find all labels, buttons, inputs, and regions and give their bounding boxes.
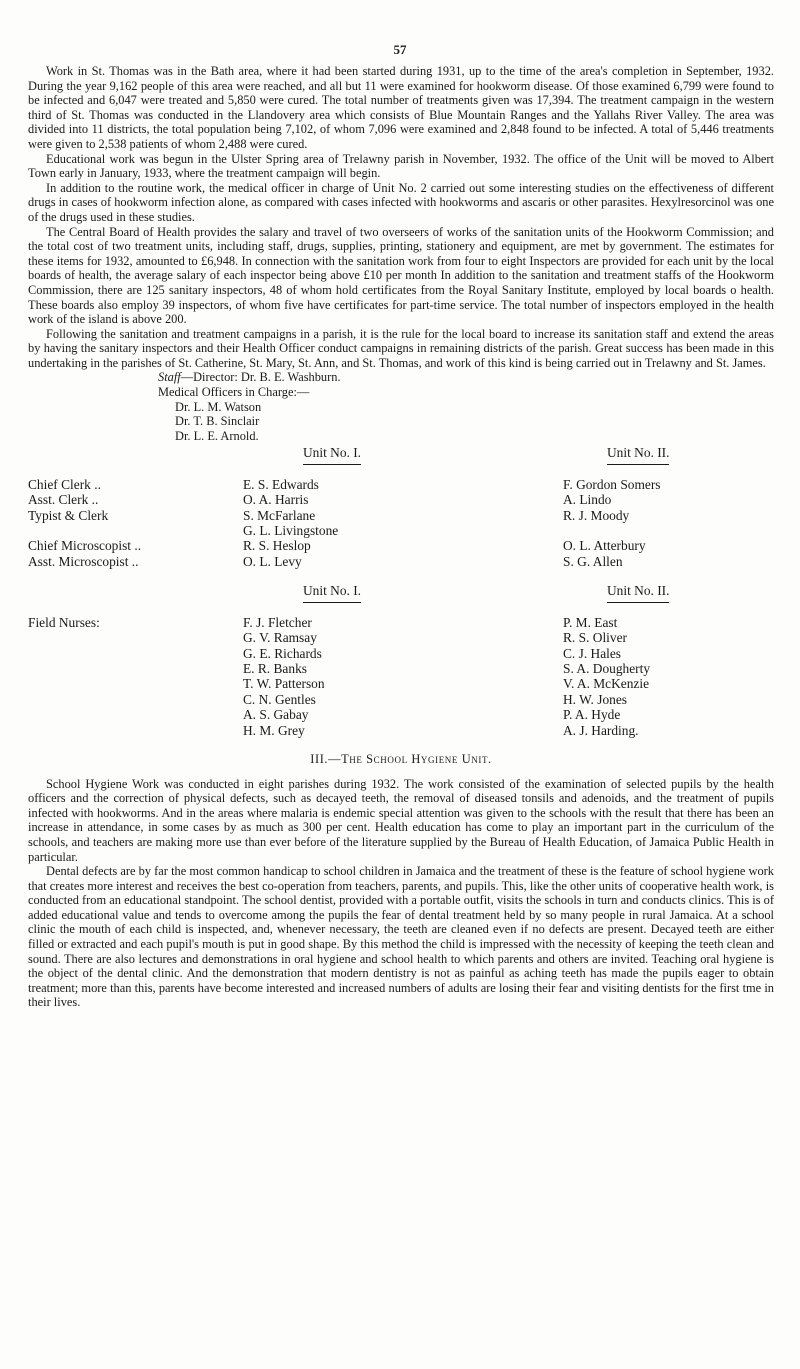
unit-1-heading: Unit No. I.: [303, 445, 361, 464]
page-number: 57: [393, 42, 407, 57]
paragraph: Following the sanitation and treatment campaigns in a parish, it is the rule for the local board to increase its sanitation staff and extend the areas by having the sanitary inspectors and their Health Officer conduct campaigns in remaining districts of the parish. Great success has been made in this undertaking in the parishes of St. Catherine, St. Mary, St. Ann, and St. Thomas, and work of this kind is being carried out in Trelawny and St. James.: [28, 326, 774, 370]
role-label: Chief Microscopist: [28, 538, 132, 554]
unit-1-name: R. S. Heslop: [243, 538, 311, 554]
staff-roster-table: [28, 445, 773, 738]
unit-2-name: V. A. McKenzie: [563, 676, 650, 692]
unit-1-name: S. McFarlane: [243, 507, 316, 523]
unit-1-name: G. V. Ramsay: [243, 630, 317, 646]
document-body: [28, 64, 774, 1010]
table-row: [28, 508, 773, 523]
unit-1-name: O. L. Levy: [243, 553, 302, 569]
unit-2-heading: Unit No. II.: [607, 445, 669, 464]
role-label: Chief Clerk: [28, 476, 91, 492]
medical-officer: Dr. L. E. Arnold.: [175, 428, 259, 443]
unit-2-name: A. J. Harding.: [563, 722, 639, 738]
unit-1-name: O. A. Harris: [243, 492, 309, 508]
leader-dots: ..: [94, 476, 101, 492]
unit-2-name: S. G. Allen: [563, 553, 623, 569]
unit-1-heading: Unit No. I.: [303, 583, 361, 602]
unit-1-name: E. S. Edwards: [243, 476, 319, 492]
unit-heading-row: [28, 445, 773, 476]
table-row: [28, 646, 773, 661]
unit-2-name: R. J. Moody: [563, 507, 630, 523]
unit-2-name: H. W. Jones: [563, 691, 627, 707]
role-label: Asst. Clerk: [28, 492, 89, 508]
unit-1-name: G. L. Livingstone: [243, 523, 339, 539]
table-row: [28, 661, 773, 676]
unit-2-name: P. M. East: [563, 614, 618, 630]
unit-1-name: T. W. Patterson: [243, 676, 325, 692]
staff-section: [28, 370, 774, 443]
unit-2-name: O. L. Atterbury: [563, 538, 646, 554]
table-row: [28, 523, 773, 538]
staff-director-line: [28, 370, 774, 385]
table-row: [28, 615, 773, 630]
table-row: [28, 477, 773, 492]
unit-2-name: A. Lindo: [563, 492, 612, 508]
staff-label: Staff: [158, 370, 181, 385]
table-row: [28, 692, 773, 707]
table-row: [28, 676, 773, 691]
unit-2-name: C. J. Hales: [563, 645, 622, 661]
leader-dots: ..: [131, 553, 139, 569]
paragraph: School Hygiene Work was conducted in eight parishes during 1932. The work consisted of the examination of selected pupils by the health officers and the correction of physical defects, such as decayed teeth, the removal of diseased tonsils and adenoids, and the treatment of pupils infected with hookworms. And in the areas where malaria is endemic special attention was given to the schools with the result that there has been an increase in attendance, in some cases by as much as 300 per cent. Health education has come to play an important part in the curriculum of the schools, and teachers are making more use than ever before of the literature supplied by the Bureau of Health Education, of Jamaica Public Health in particular.: [28, 776, 774, 864]
unit-1-name: A. S. Gabay: [243, 707, 309, 723]
unit-1-name: E. R. Banks: [243, 660, 307, 676]
table-row: [28, 538, 773, 553]
table-row: [28, 630, 773, 645]
table-row: [28, 492, 773, 507]
unit-2-name: R. S. Oliver: [563, 630, 627, 646]
paragraph: In addition to the routine work, the medical officer in charge of Unit No. 2 carried out some interesting studies on the effectiveness of different drugs in cases of hookworm infection alone, as compared with cases infected with hookworms and ascaris or other parasites. Hexylresorcinol was one of the drugs used in these studies.: [28, 180, 774, 224]
section-heading: III.—The School Hygiene Unit.: [310, 751, 492, 766]
leader-dots: ..: [134, 538, 142, 554]
field-nurses-label: Field Nurses:: [28, 614, 100, 630]
unit-2-name: S. A. Dougherty: [563, 660, 651, 676]
paragraph: The Central Board of Health provides the salary and travel of two overseers of works of the sanitation units of the Hookworm Commission; and the total cost of two treatment units, including staff, drugs, supplies, printing, stationery and equipment, are met by government. The estimates for these items for 1932, amounted to £6,948. In connection with the sanitation work from four to eight Inspectors are provided for each unit by the local boards of health, the average salary of each inspector being above £10 per month In addition to the sanitation and treatment staffs of the Hookworm Commission, there are 125 sanitary inspectors, 48 of whom hold certificates from the Royal Sanitary Institute, employed by local boards o health. These boards also employ 39 inspectors, of whom five have certificates for part-time service. The total number of inspectors employed in the health work of the island is above 200.: [28, 224, 774, 327]
paragraph: Educational work was begun in the Ulster Spring area of Trelawny parish in November, 1932. The office of the Unit will be moved to Albert Town early in January, 1933, where the treatment campaign will begin.: [28, 151, 774, 181]
unit-2-name: [563, 523, 773, 538]
unit-heading-row: [28, 583, 773, 614]
table-row: [28, 707, 773, 722]
table-row: [28, 554, 773, 569]
medical-officers-heading: Medical Officers in Charge:—: [158, 385, 310, 400]
leader-dots: ..: [91, 492, 99, 508]
unit-1-name: C. N. Gentles: [243, 691, 316, 707]
medical-officer: Dr. L. M. Watson: [175, 399, 262, 414]
role-label: Asst. Microscopist: [28, 553, 129, 569]
table-row: [28, 723, 773, 738]
unit-1-name: F. J. Fletcher: [243, 614, 312, 630]
paragraph: Dental defects are by far the most common handicap to school children in Jamaica and the treatment of these is the feature of school hygiene work that creates more interest and receives the best co-operation from teachers, parents, and pupils. This, like the other units of cooperative health work, is conducted from an educational standpoint. The school dentist, provided with a portable outfit, visits the schools in turn and conducts clinics. This is of added educational value and tends to overcome among the pupils the fear of dental treatment held by so many people in rural Jamaica. At a school clinic the mouth of each child is inspected, and, whenever necessary, the teeth are cleaned even if no defects are present. Decayed teeth are either filled or extracted and each pupil's mouth is put in good shape. By this method the child is impressed with the necessity of keeping the teeth clean and sound. There are also lectures and demonstrations in oral hygiene and school health to which parents and others are invited. Teaching oral hygiene is the object of the dental clinic. And the demonstration that modern dentistry is not as painful as aching teeth has made the pupils eager to obtain treatment; more than this, parents have become interested and increased numbers of adults are losing their fear and visiting dentists for the first tme in their lives.: [28, 864, 774, 1010]
director: —Director: Dr. B. E. Washburn.: [180, 370, 341, 385]
unit-1-name: H. M. Grey: [243, 722, 305, 738]
unit-2-name: F. Gordon Somers: [563, 476, 661, 492]
medical-officer: Dr. T. B. Sinclair: [175, 414, 260, 429]
unit-2-name: P. A. Hyde: [563, 707, 621, 723]
unit-2-heading: Unit No. II.: [607, 583, 669, 602]
paragraph: Work in St. Thomas was in the Bath area, where it had been started during 1931, up to the time of the area's completion in September, 1932. During the year 9,162 people of this area were reached, and all but 11 were examined for hookworm disease. Of those examined 6,799 were found to be infected and 6,047 were treated and 5,850 were cured. The total number of treatments given was 17,394. The treatment campaign in the western third of St. Thomas was conducted in the Llandovery area which consists of Blue Mountain Ranges and the Yallahs River Valley. The area was divided into 11 districts, the total population being 7,102, of whom 7,096 were examined and 2,848 found to be infected. A total of 5,446 treatments were given to 2,538 patients of whom 2,488 were cured.: [28, 64, 774, 151]
role-label: Typist & Clerk: [28, 507, 109, 523]
unit-1-name: G. E. Richards: [243, 645, 322, 661]
